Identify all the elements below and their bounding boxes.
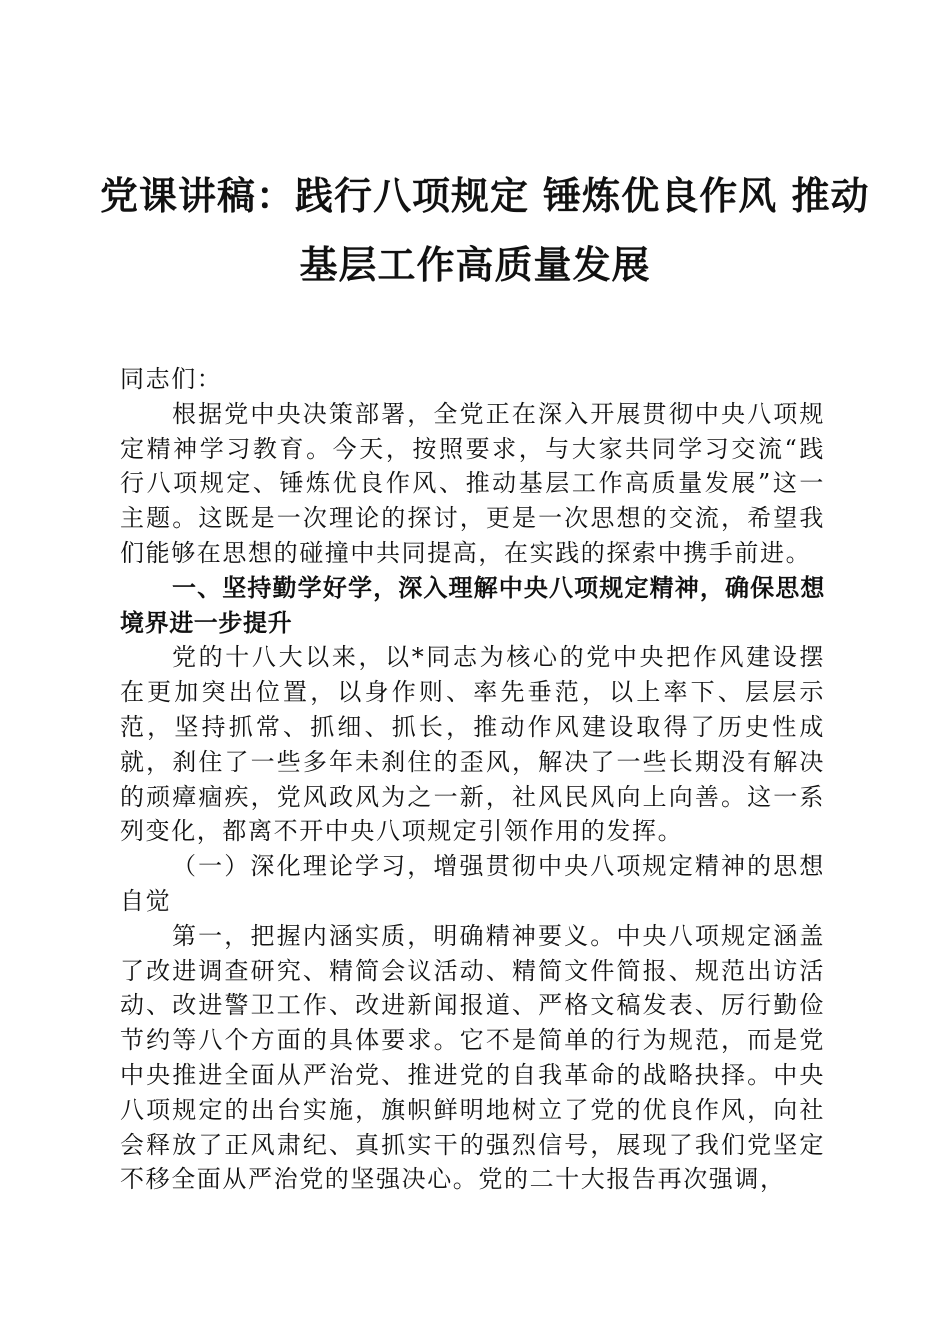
subsection-1-paragraph: 第一，把握内涵实质，明确精神要义。中央八项规定涵盖了改进调查研究、精简会议活动、精简文件简报、规范出访活动、改进警卫工作、改进新闻报道、严格文稿发表、厉行勤俭节约等八个方面的具体要求。它不是简单的行为规范，而是党中央推进全面从严治党、推进党的自我革命的战略抉择。中央八项规定的出台实施，旗帜鲜明地树立了党的优良作风，向社会释放了正风肃纪、真抓实干的强烈信号，展现了我们党坚定不移全面从严治党的坚强决心。党的二十大报告再次强调，: [120, 921, 825, 1194]
section-1-paragraph: 党的十八大以来，以*同志为核心的党中央把作风建设摆在更加突出位置，以身作则、率先垂范，以上率下、层层示范，坚持抓常、抓细、抓长，推动作风建设取得了历史性成就，刹住了一些多年未刹住的歪风，解决了一些长期没有解决的顽瘴痼疾，党风政风为之一新，社风民风向上向善。这一系列变化，都离不开中央八项规定引领作用的发挥。: [120, 643, 825, 846]
salutation: 同志们：: [120, 365, 223, 393]
document-body: [120, 362, 825, 1197]
section-1-heading: 一、坚持勤学好学，深入理解中央八项规定精神，确保思想境界进一步提升: [120, 573, 825, 637]
subsection-1-heading: （一）深化理论学习，增强贯彻中央八项规定精神的思想自觉: [120, 852, 825, 915]
document-title-line-1: 党课讲稿：践行八项规定 锤炼优良作风 推动: [100, 173, 870, 218]
document-title-line-2: 基层工作高质量发展: [299, 242, 651, 287]
intro-paragraph: 根据党中央决策部署，全党正在深入开展贯彻中央八项规定精神学习教育。今天，按照要求，与大家共同学习交流“践行八项规定、锤炼优良作风、推动基层工作高质量发展”这一主题。这既是一次理论的探讨，更是一次思想的交流，希望我们能够在思想的碰撞中共同提高，在实践的探索中携手前进。: [120, 399, 825, 567]
